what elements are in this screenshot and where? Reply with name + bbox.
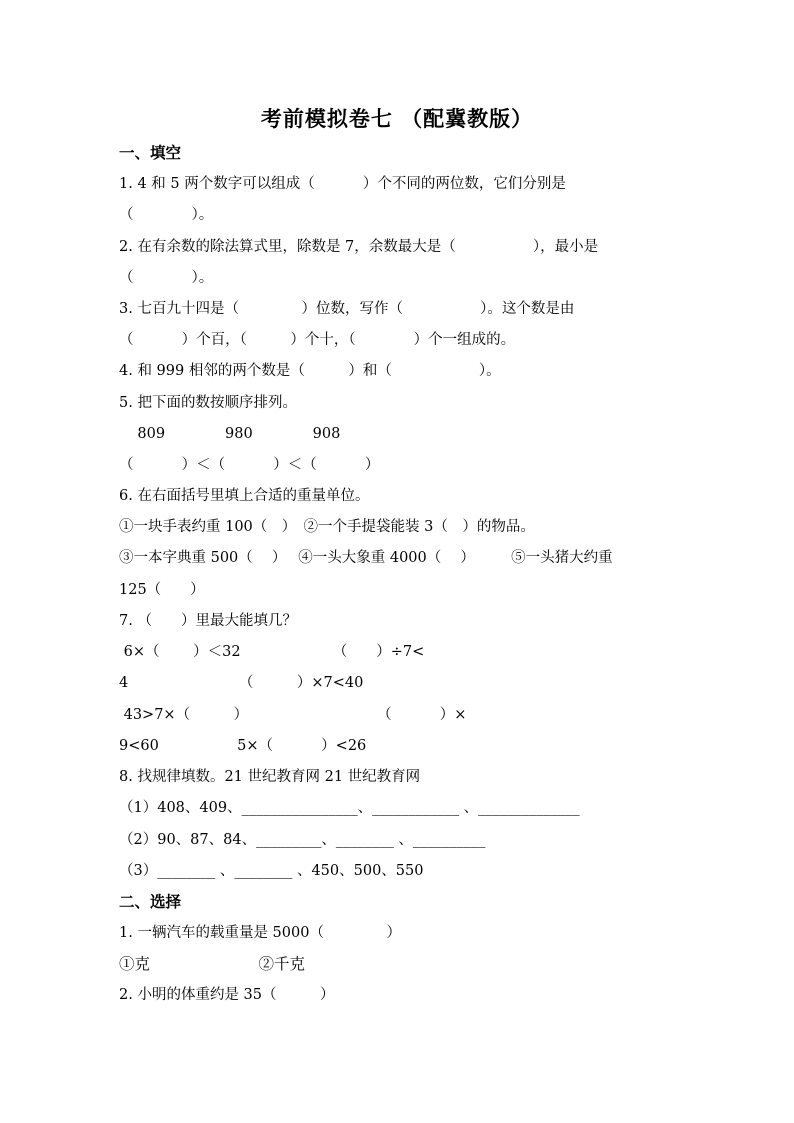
choice-question-1-options: ①克 ②千克 [119,955,306,973]
question-8-line-1: 8. 找规律填数。21 世纪教育网 21 世纪教育网 [119,769,421,785]
question-5-numbers: 809 980 908 [119,426,341,442]
choice-question-2-line-1: 2. 小明的体重约是 35（ ） [119,987,335,1003]
question-2-line-2: （ ）。 [119,270,214,286]
section-heading-fill-in: 一、填空 [119,143,182,162]
question-1-line-2: （ ）。 [119,207,214,223]
choice-question-1-line-1: 1. 一辆汽车的载重量是 5000（ ） [119,925,402,941]
question-6-line-4: 125（ ） [119,582,205,598]
question-5-line-1: 5. 把下面的数按顺序排列。 [119,395,297,411]
question-4-line-1: 4. 和 999 相邻的两个数是（ ）和（ ）。 [119,363,501,379]
question-7-line-3: 4 （ ）×7<40 [119,675,364,691]
question-8-line-2: （1）408、409、________________、____________ 、______________ [119,800,580,816]
question-2-line-1: 2. 在有余数的除法算式里，除数是 7，余数最大是（ ），最小是 [119,239,599,255]
question-8-line-3: （2）90、87、84、_________、________ 、__________ [119,832,486,848]
question-6-line-2: ①一块手表约重 100（ ） ②一个手提袋能装 3（ ）的物品。 [119,519,535,535]
question-5-answer-blanks: （ ）＜（ ）＜（ ） [119,457,380,473]
question-7-line-1: 7. （ ）里最大能填几？ [119,613,297,629]
question-7-line-4: 43>7×（ ） （ ）× [119,707,467,723]
question-7-line-2: 6×（ ）＜32 （ ）÷7< [119,644,425,660]
section-heading-choice: 二、选择 [119,892,182,911]
question-3-line-1: 3. 七百九十四是（ ）位数，写作（ ）。这个数是由 [119,301,575,317]
question-7-line-5: 9<60 5×（ ）<26 [119,738,367,754]
question-1-line-1: 1. 4 和 5 两个数字可以组成（ ）个不同的两位数，它们分别是 [119,176,566,192]
question-3-line-2: （ ）个百，（ ）个十，（ ）个一组成的。 [119,332,516,348]
question-6-line-1: 6. 在右面括号里填上合适的重量单位。 [119,488,370,504]
page-title: 考前模拟卷七 （配冀教版） [260,106,534,131]
question-6-line-3: ③一本字典重 500（ ） ④一头大象重 4000（ ） ⑤一头猪大约重 [119,550,613,566]
question-8-line-4: （3）________ 、________ 、450、500、550 [119,863,424,879]
